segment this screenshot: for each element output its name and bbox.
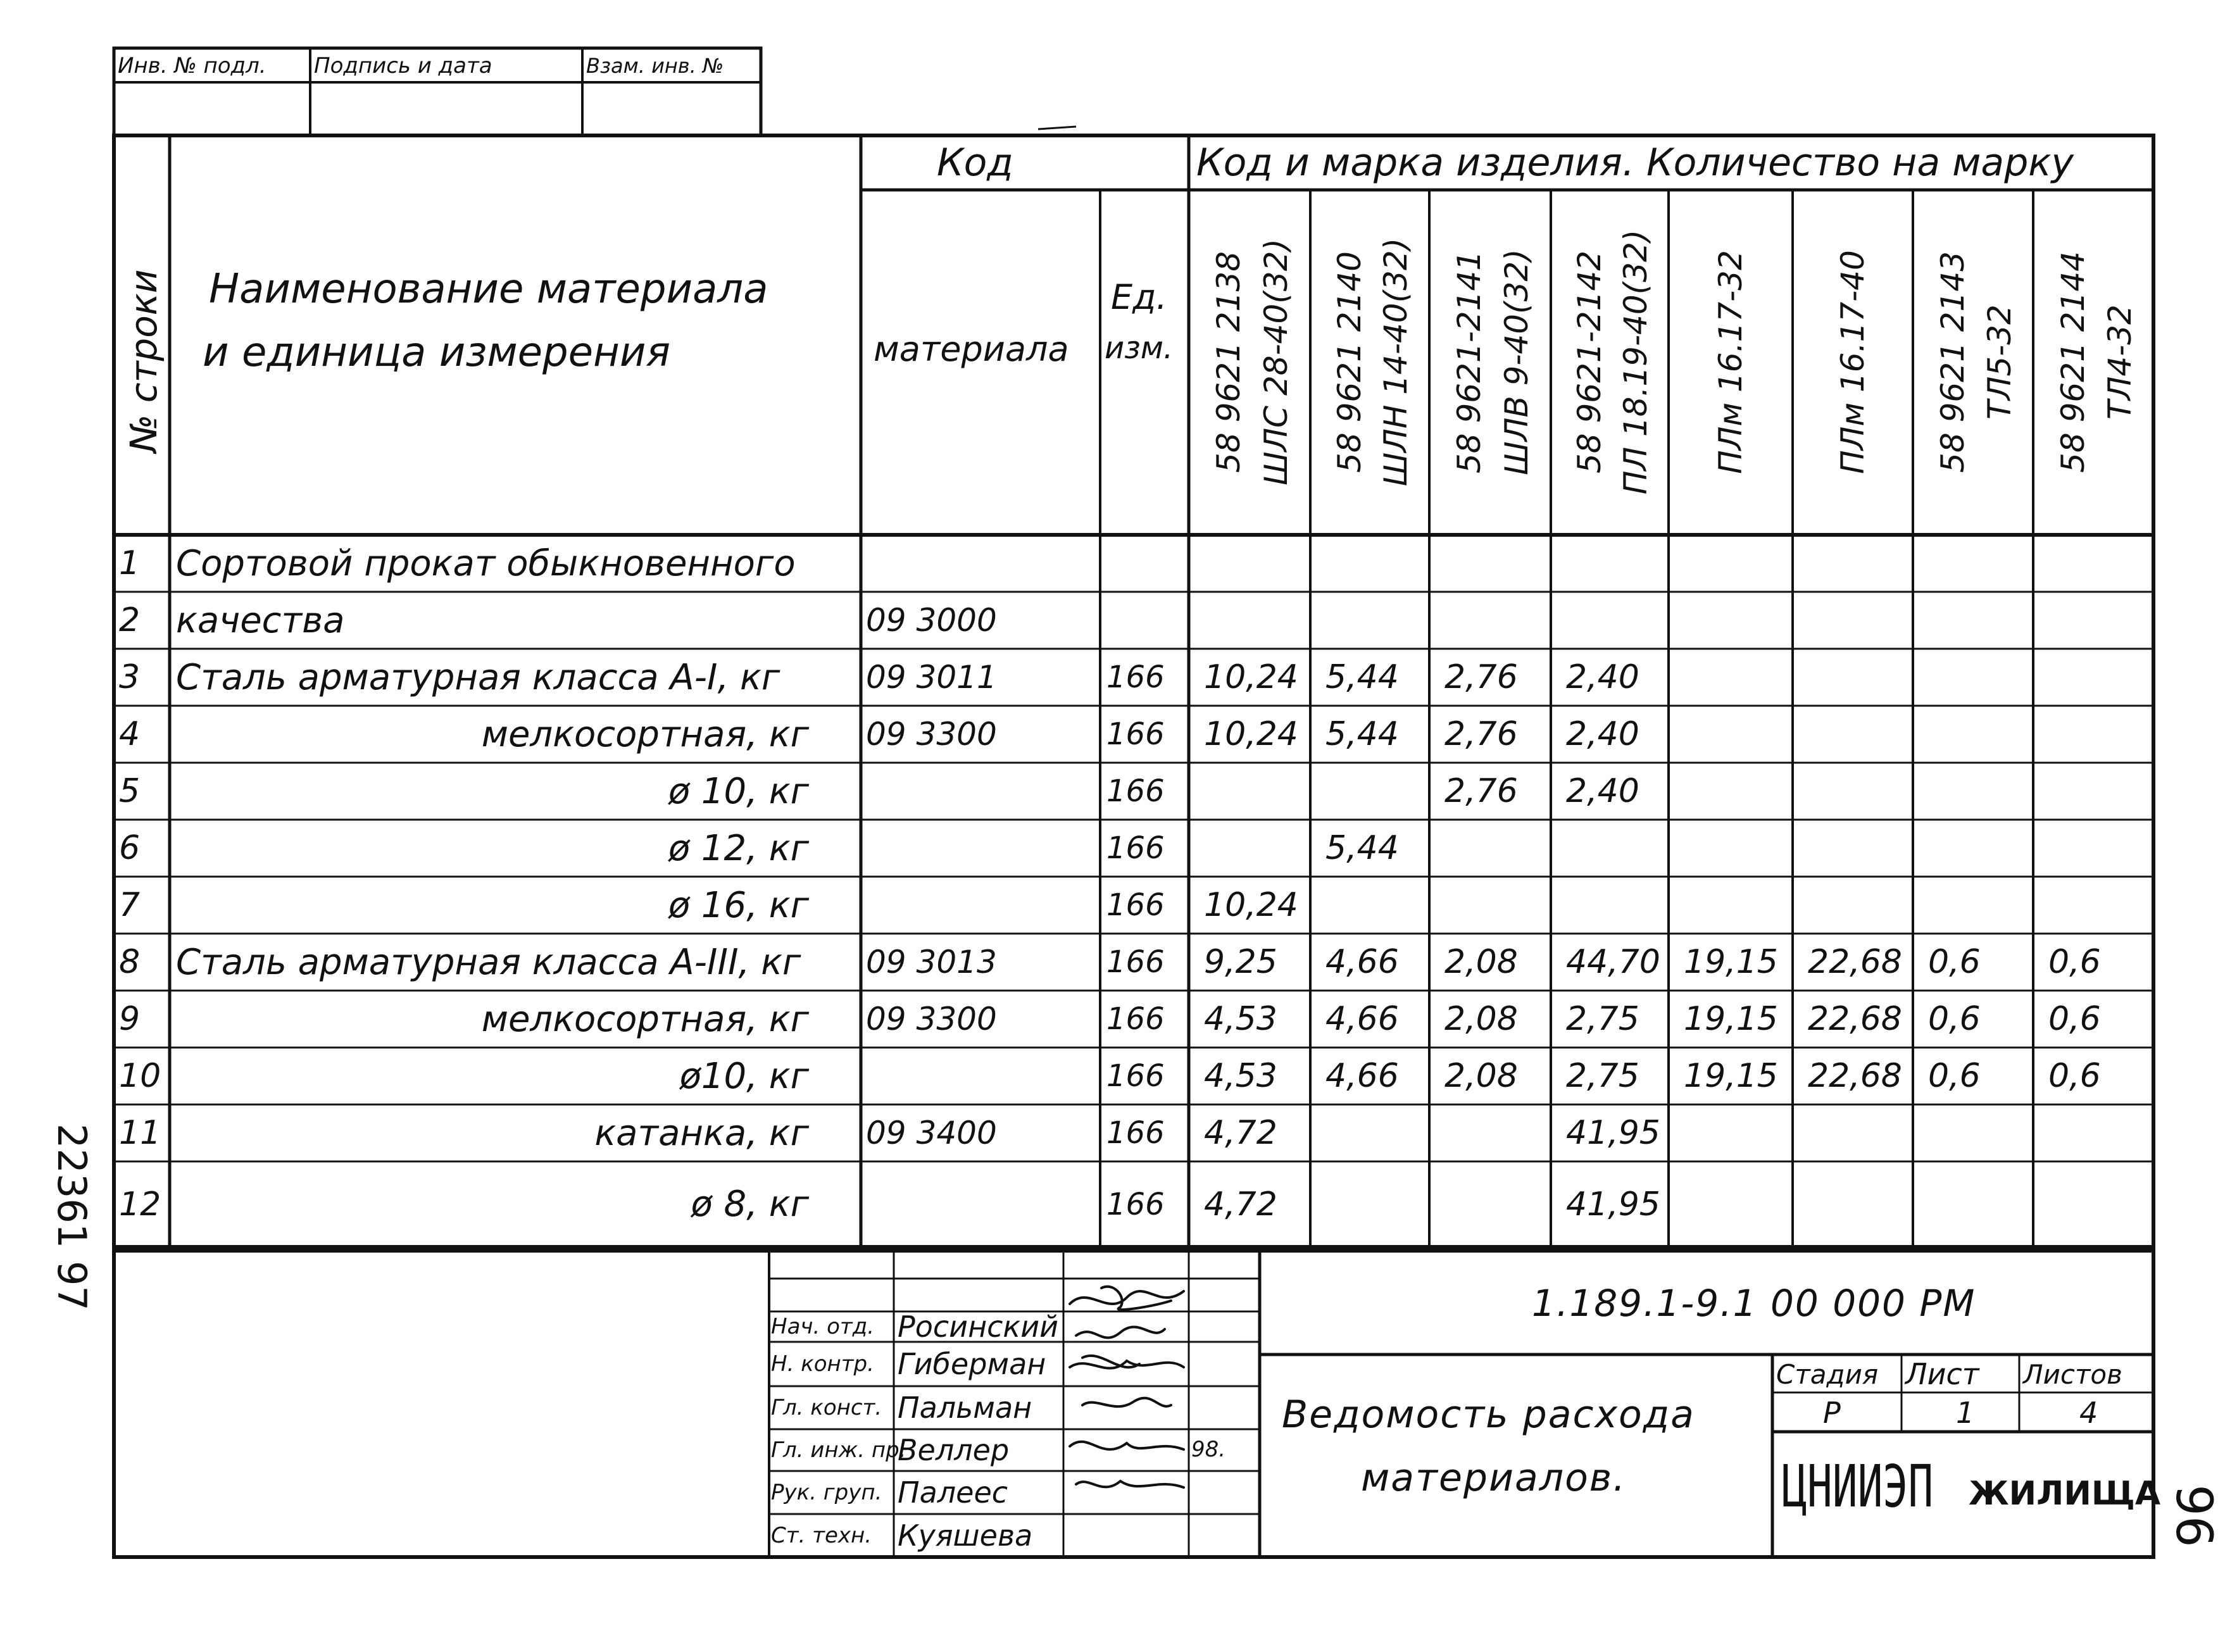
qty-cell bbox=[1808, 706, 1909, 763]
qty-cell: 2,08 bbox=[1444, 1000, 1518, 1038]
qty-cell: 41,95 bbox=[1566, 1185, 1660, 1223]
qty-cell: 4,66 bbox=[1325, 1000, 1399, 1038]
material-code bbox=[866, 820, 1094, 877]
unit-code bbox=[1106, 592, 1182, 649]
product-header-3-line2: ШЛВ 9-40(32) bbox=[1498, 249, 1536, 475]
qty-cell bbox=[1444, 535, 1547, 592]
material-code bbox=[866, 763, 1094, 820]
product-header-3-line1: 58 9621-2141 bbox=[1451, 250, 1488, 474]
qty-cell: 19,15 bbox=[1684, 1000, 1778, 1038]
qty-cell: 5,44 bbox=[1325, 658, 1399, 696]
product-header-4-line1: 58 9621-2142 bbox=[1571, 250, 1608, 474]
qty-cell bbox=[2048, 592, 2150, 649]
material-name: качества bbox=[176, 599, 345, 641]
material-name: Сталь арматурная класса А-III, кг bbox=[176, 941, 801, 983]
material-code bbox=[866, 877, 1094, 934]
qty-cell bbox=[1204, 763, 1306, 820]
unit-code: 166 bbox=[1106, 1115, 1165, 1151]
role-person: Росинский bbox=[898, 1310, 1059, 1344]
qty-cell bbox=[1684, 1104, 1789, 1161]
material-name: ø 8, кг bbox=[691, 1184, 809, 1225]
material-name: катанка, кг bbox=[594, 1112, 809, 1154]
qty-cell bbox=[1566, 877, 1665, 934]
sheets-label: Листов bbox=[2023, 1358, 2122, 1390]
qty-cell bbox=[2048, 877, 2150, 934]
material-code bbox=[866, 535, 1094, 592]
row-number: 12 bbox=[119, 1185, 161, 1223]
qty-cell bbox=[1684, 877, 1789, 934]
header-code-material: материала bbox=[874, 329, 1069, 369]
qty-cell bbox=[1566, 535, 1665, 592]
row-number: 11 bbox=[119, 1114, 161, 1152]
row-number: 2 bbox=[119, 601, 141, 639]
qty-cell bbox=[1928, 535, 2029, 592]
unit-code: 166 bbox=[1106, 830, 1165, 866]
row-number: 3 bbox=[119, 658, 141, 696]
product-header-7-line1: 58 9621 2143 bbox=[1934, 251, 1971, 473]
qty-cell: 0,6 bbox=[1928, 943, 1981, 981]
qty-cell bbox=[1928, 1104, 2029, 1161]
row-number: 10 bbox=[119, 1057, 161, 1095]
product-header-8-line1: 58 9621 2144 bbox=[2054, 251, 2091, 473]
qty-cell bbox=[1684, 1161, 1789, 1247]
qty-cell bbox=[1808, 1104, 1909, 1161]
material-name: ø 12, кг bbox=[668, 827, 809, 869]
header-unit-line2: изм. bbox=[1105, 330, 1174, 366]
qty-cell bbox=[1325, 763, 1426, 820]
role-label: Гл. конст. bbox=[771, 1395, 882, 1420]
qty-cell bbox=[1325, 592, 1426, 649]
qty-cell bbox=[1684, 649, 1789, 706]
row-number: 6 bbox=[119, 829, 141, 867]
qty-cell: 4,72 bbox=[1204, 1114, 1277, 1152]
org-main: ЦНИИЭП bbox=[1782, 1453, 1934, 1520]
qty-cell bbox=[1444, 877, 1547, 934]
unit-code: 166 bbox=[1106, 660, 1165, 695]
qty-cell: 5,44 bbox=[1325, 715, 1399, 753]
doc-code: 1.189.1-9.1 00 000 РМ bbox=[1532, 1282, 1976, 1325]
role-label: Н. контр. bbox=[771, 1351, 874, 1377]
qty-cell bbox=[1444, 1104, 1547, 1161]
qty-cell: 2,40 bbox=[1566, 715, 1639, 753]
qty-cell bbox=[2048, 649, 2150, 706]
material-code bbox=[866, 1161, 1094, 1247]
doc-title-line1: Ведомость расхода bbox=[1282, 1392, 1695, 1437]
qty-cell bbox=[1928, 1161, 2029, 1247]
qty-cell: 10,24 bbox=[1204, 715, 1298, 753]
role-label: Ст. техн. bbox=[771, 1523, 872, 1548]
qty-cell: 2,76 bbox=[1444, 715, 1518, 753]
qty-cell bbox=[1444, 592, 1547, 649]
sheet-value: 1 bbox=[1956, 1396, 1975, 1430]
role-person: Веллер bbox=[898, 1433, 1010, 1467]
unit-code bbox=[1106, 535, 1182, 592]
qty-cell bbox=[1684, 763, 1789, 820]
unit-code: 166 bbox=[1106, 1186, 1165, 1222]
qty-cell bbox=[1808, 763, 1909, 820]
qty-cell: 22,68 bbox=[1808, 1057, 1902, 1095]
signatures-image bbox=[1063, 1279, 1190, 1513]
qty-cell bbox=[1684, 820, 1789, 877]
role-person: Палеес bbox=[898, 1475, 1008, 1510]
stamp-inv-label: Инв. № подл. bbox=[118, 53, 266, 78]
product-header-4-line2: ПЛ 18.19-40(32) bbox=[1617, 229, 1654, 495]
material-code: 09 3000 bbox=[866, 602, 997, 639]
qty-cell bbox=[1204, 535, 1306, 592]
qty-cell bbox=[1204, 820, 1306, 877]
header-name-line2: и единица измерения bbox=[203, 329, 670, 376]
qty-cell bbox=[1566, 820, 1665, 877]
header-row-no: № строки bbox=[122, 269, 165, 453]
unit-code: 166 bbox=[1106, 1001, 1165, 1037]
unit-code: 166 bbox=[1106, 716, 1165, 752]
material-code bbox=[866, 1048, 1094, 1104]
material-code: 09 3300 bbox=[866, 1001, 997, 1037]
row-number: 7 bbox=[119, 886, 141, 924]
qty-cell bbox=[2048, 763, 2150, 820]
product-header-7-line2: ТЛ5-32 bbox=[1981, 304, 2018, 420]
qty-cell: 22,68 bbox=[1808, 943, 1902, 981]
qty-cell: 0,6 bbox=[1928, 1057, 1981, 1095]
qty-cell bbox=[2048, 706, 2150, 763]
qty-cell: 5,44 bbox=[1325, 829, 1399, 867]
qty-cell bbox=[2048, 535, 2150, 592]
qty-cell bbox=[1808, 535, 1909, 592]
qty-cell: 44,70 bbox=[1566, 943, 1660, 981]
qty-cell: 0,6 bbox=[2048, 1000, 2101, 1038]
role-label: Гл. инж. пр. bbox=[771, 1437, 906, 1463]
header-product-group: Код и марка изделия. Количество на марку bbox=[1196, 141, 2074, 185]
role-label: Нач. отд. bbox=[771, 1314, 875, 1339]
material-name: мелкосортная, кг bbox=[481, 998, 809, 1040]
stamp-sign-label: Подпись и дата bbox=[314, 53, 492, 78]
qty-cell bbox=[1325, 1161, 1426, 1247]
product-header-6-line1: ПЛм 16.17-40 bbox=[1834, 250, 1871, 474]
product-header-2-line2: ШЛН 14-40(32) bbox=[1377, 237, 1415, 487]
qty-cell bbox=[1566, 592, 1665, 649]
qty-cell: 22,68 bbox=[1808, 1000, 1902, 1038]
qty-cell bbox=[1325, 535, 1426, 592]
stage-value: Р bbox=[1823, 1396, 1841, 1430]
header-name-line1: Наименование материала bbox=[209, 266, 768, 313]
role-person: Гиберман bbox=[898, 1347, 1046, 1381]
qty-cell: 9,25 bbox=[1204, 943, 1277, 981]
unit-code: 166 bbox=[1106, 1058, 1165, 1094]
material-name: ø 10, кг bbox=[668, 770, 809, 812]
material-code: 09 3300 bbox=[866, 716, 997, 753]
role-person: Куяшева bbox=[898, 1518, 1033, 1553]
qty-cell: 2,76 bbox=[1444, 772, 1518, 810]
qty-cell bbox=[1808, 592, 1909, 649]
qty-cell: 2,08 bbox=[1444, 1057, 1518, 1095]
qty-cell bbox=[1928, 763, 2029, 820]
qty-cell bbox=[1808, 1161, 1909, 1247]
qty-cell: 0,6 bbox=[2048, 943, 2101, 981]
qty-cell: 2,08 bbox=[1444, 943, 1518, 981]
material-name: Сортовой прокат обыкновенного bbox=[176, 542, 796, 584]
qty-cell bbox=[2048, 1104, 2150, 1161]
qty-cell bbox=[1444, 820, 1547, 877]
margin-number: 22361 97 bbox=[49, 1123, 95, 1311]
qty-cell: 2,40 bbox=[1566, 658, 1639, 696]
qty-cell bbox=[1808, 649, 1909, 706]
qty-cell bbox=[1928, 877, 2029, 934]
qty-cell bbox=[1325, 877, 1426, 934]
qty-cell: 19,15 bbox=[1684, 943, 1778, 981]
qty-cell: 2,40 bbox=[1566, 772, 1639, 810]
qty-cell: 19,15 bbox=[1684, 1057, 1778, 1095]
qty-cell bbox=[1684, 535, 1789, 592]
stage-label: Стадия bbox=[1776, 1358, 1879, 1390]
row-number: 8 bbox=[119, 943, 141, 981]
qty-cell bbox=[1204, 592, 1306, 649]
qty-cell bbox=[1684, 592, 1789, 649]
row-number: 5 bbox=[119, 772, 141, 810]
qty-cell bbox=[1928, 820, 2029, 877]
material-code: 09 3400 bbox=[866, 1115, 997, 1151]
sign-date: 98. bbox=[1191, 1437, 1226, 1462]
qty-cell: 2,76 bbox=[1444, 658, 1518, 696]
material-code: 09 3013 bbox=[866, 944, 997, 980]
qty-cell: 10,24 bbox=[1204, 886, 1298, 924]
qty-cell: 2,75 bbox=[1566, 1057, 1639, 1095]
header-code-group: Код bbox=[937, 141, 1013, 185]
qty-cell: 4,72 bbox=[1204, 1185, 1277, 1223]
qty-cell: 0,6 bbox=[1928, 1000, 1981, 1038]
qty-cell: 4,66 bbox=[1325, 1057, 1399, 1095]
page-number: 96 bbox=[2165, 1484, 2222, 1548]
product-header-1-line2: ШЛС 28-40(32) bbox=[1258, 239, 1295, 485]
qty-cell bbox=[1808, 820, 1909, 877]
qty-cell: 0,6 bbox=[2048, 1057, 2101, 1095]
row-number: 9 bbox=[119, 1000, 141, 1038]
sheet-label: Лист bbox=[1905, 1357, 1979, 1391]
unit-code: 166 bbox=[1106, 773, 1165, 809]
material-name: Сталь арматурная класса А-I, кг bbox=[176, 656, 780, 698]
qty-cell bbox=[1808, 877, 1909, 934]
role-person: Пальман bbox=[898, 1391, 1032, 1425]
product-header-8-line2: ТЛ4-32 bbox=[2101, 304, 2138, 420]
qty-cell: 2,75 bbox=[1566, 1000, 1639, 1038]
product-header-1-line1: 58 9621 2138 bbox=[1210, 251, 1248, 473]
unit-code: 166 bbox=[1106, 944, 1165, 980]
material-name: мелкосортная, кг bbox=[481, 713, 809, 755]
product-header-5-line1: ПЛм 16.17-32 bbox=[1712, 250, 1749, 474]
qty-cell bbox=[1928, 706, 2029, 763]
unit-code: 166 bbox=[1106, 887, 1165, 923]
qty-cell bbox=[2048, 1161, 2150, 1247]
qty-cell bbox=[1928, 592, 2029, 649]
qty-cell bbox=[1444, 1161, 1547, 1247]
qty-cell: 4,53 bbox=[1204, 1000, 1277, 1038]
doc-title-line2: материалов. bbox=[1361, 1456, 1627, 1500]
row-number: 4 bbox=[119, 715, 141, 753]
qty-cell: 10,24 bbox=[1204, 658, 1298, 696]
material-name: ø10, кг bbox=[679, 1055, 809, 1097]
stamp-replace-label: Взам. инв. № bbox=[586, 54, 724, 78]
qty-cell: 4,53 bbox=[1204, 1057, 1277, 1095]
qty-cell bbox=[2048, 820, 2150, 877]
material-name: ø 16, кг bbox=[668, 884, 809, 926]
material-code: 09 3011 bbox=[866, 659, 997, 696]
qty-cell bbox=[1325, 1104, 1426, 1161]
role-label: Рук. груп. bbox=[771, 1480, 882, 1505]
product-header-2-line1: 58 9621 2140 bbox=[1331, 251, 1369, 473]
row-number: 1 bbox=[119, 544, 141, 582]
qty-cell: 4,66 bbox=[1325, 943, 1399, 981]
sheets-value: 4 bbox=[2079, 1396, 2098, 1430]
qty-cell bbox=[1684, 706, 1789, 763]
header-unit-line1: Ед. bbox=[1111, 277, 1167, 317]
qty-cell bbox=[1928, 649, 2029, 706]
org-sub: ЖИЛИЩА bbox=[1969, 1475, 2161, 1513]
qty-cell: 41,95 bbox=[1566, 1114, 1660, 1152]
